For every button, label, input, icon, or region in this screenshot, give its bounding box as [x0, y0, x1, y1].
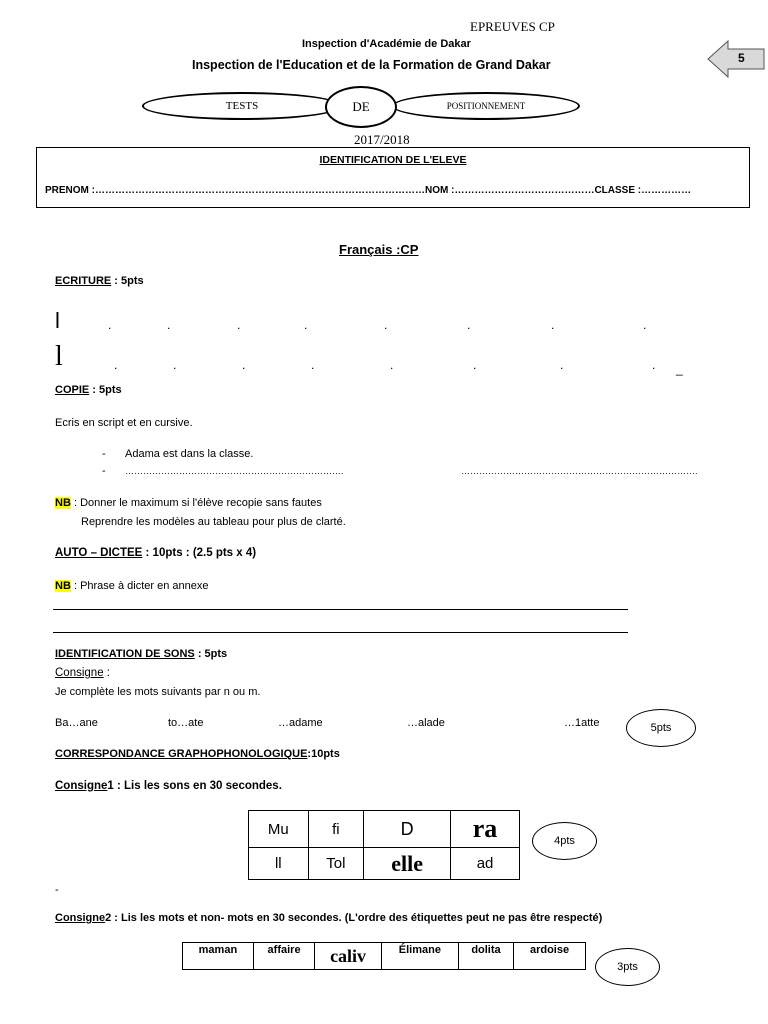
identification-title: IDENTIFICATION DE L'ELEVE: [319, 154, 467, 166]
correspondance-heading: [55, 748, 340, 760]
page-number: 5: [738, 51, 745, 65]
nb-text-1: : Donner le maximum si l'élève recopie sans fautes: [73, 497, 322, 509]
sons-label: IDENTIFICATION DE SONS: [55, 648, 195, 660]
nb-text-dictee: : Phrase à dicter en annexe: [73, 580, 209, 592]
sound-cell: ra: [451, 811, 520, 848]
sons-score: 5pts: [650, 722, 672, 734]
sons-word-4: …alade: [407, 717, 445, 729]
oval-positionnement-label: POSITIONNEMENT: [446, 101, 526, 111]
page-arrow-badge: [706, 38, 766, 80]
consigne1-num: 1: [107, 780, 114, 792]
sons-consigne: [55, 667, 110, 679]
auto-dictee-heading: [55, 547, 256, 559]
consigne1-heading: [55, 780, 282, 792]
nb-tag-1: NB: [55, 497, 71, 509]
sons-consigne-colon: :: [103, 667, 110, 679]
copie-label: COPIE: [55, 384, 90, 396]
auto-dictee-points: : 10pts : (2.5 pts x 4): [145, 547, 257, 559]
dictee-line-2: [53, 632, 628, 633]
sons-points: : 5pts: [197, 648, 228, 660]
sound-cell: D: [364, 811, 451, 848]
nb-note-2: [55, 580, 208, 592]
subject-title: Français :CP: [339, 242, 419, 257]
oval-de: [325, 86, 397, 128]
words-table: [182, 942, 586, 970]
sons-instruction: Je complète les mots suivants par n ou m.: [55, 686, 261, 698]
sons-word-2: to…ate: [168, 717, 204, 729]
copie-instruction: Ecris en script et en cursive.: [55, 417, 193, 429]
consigne1-score-oval: [532, 822, 597, 860]
consigne2-score-oval: [595, 948, 660, 986]
sons-word-1: Ba…ane: [55, 717, 98, 729]
consigne1-label: Consigne: [55, 780, 108, 792]
school-year: 2017/2018: [354, 132, 410, 147]
inspection-academie: Inspection d'Académie de Dakar: [302, 38, 471, 50]
letter-script: l: [55, 308, 60, 333]
identification-fields: PRENOM :………………………………………………………………………………………NOM :……………………………………CLASSE :……………: [45, 185, 692, 196]
sound-cell: fi: [308, 811, 363, 848]
sons-score-oval: [626, 709, 696, 747]
ecriture-label: ECRITURE: [55, 275, 112, 287]
dictee-line-1: [53, 609, 628, 610]
word-cell: maman: [183, 943, 254, 970]
consigne1-score: 4pts: [554, 835, 575, 847]
sound-cell: ll: [249, 848, 309, 880]
sons-heading: [55, 648, 227, 660]
consigne2-num: 2: [105, 912, 112, 924]
inspection-education: Inspection de l'Education et de la Formation de Grand Dakar: [192, 58, 551, 72]
ecriture-heading: [55, 275, 144, 287]
sons-word-3: …adame: [278, 717, 323, 729]
word-cell: Élimane: [381, 943, 458, 970]
copie-dash-2: -: [102, 465, 106, 477]
word-cell: dolita: [458, 943, 513, 970]
consigne2-label: Consigne: [55, 912, 106, 924]
copie-dash-1: -: [102, 448, 106, 460]
copie-points: : 5pts: [92, 384, 122, 396]
oval-de-label: DE: [352, 99, 370, 114]
copie-item-1: Adama est dans la classe.: [125, 448, 254, 460]
consigne2-heading: [55, 912, 602, 924]
copie-dots-right: …………………………………………………………………….: [461, 466, 698, 476]
copie-heading: [55, 384, 122, 396]
consigne1-text: : Lis les sons en 30 secondes.: [113, 780, 282, 792]
oval-tests-label: TESTS: [225, 100, 259, 112]
sounds-table: [248, 810, 520, 880]
word-cell: ardoise: [514, 943, 586, 970]
letter-cursive: l: [55, 341, 63, 372]
auto-dictee-label: AUTO – DICTEE: [55, 547, 143, 559]
epreuves-label: EPREUVES CP: [470, 19, 555, 34]
word-cell: affaire: [253, 943, 314, 970]
correspondance-points: :10pts: [307, 748, 340, 760]
sound-cell: ad: [451, 848, 520, 880]
sound-cell: Tol: [308, 848, 363, 880]
identification-box: [36, 147, 750, 208]
nb-text-2: Reprendre les modèles au tableau pour plus de clarté.: [81, 516, 346, 528]
oval-positionnement: [392, 92, 580, 120]
ecriture-points: : 5pts: [114, 275, 144, 287]
nb-note-1: [55, 497, 322, 509]
sound-cell: Mu: [249, 811, 309, 848]
stray-dash: -: [55, 884, 59, 896]
sound-cell: elle: [364, 848, 451, 880]
copie-dots-left: ……………………………………………………………….: [125, 466, 344, 476]
nb-tag-2: NB: [55, 580, 71, 592]
word-cell: caliv: [315, 943, 382, 970]
correspondance-label: CORRESPONDANCE GRAPHOPHONOLOGIQUE: [55, 748, 308, 760]
consigne2-score: 3pts: [617, 961, 638, 973]
oval-tests: [142, 92, 342, 120]
consigne2-text: : Lis les mots et non- mots en 30 secondes. (L'ordre des étiquettes peut ne pas être respecté): [111, 912, 603, 924]
sons-word-5: …1atte: [564, 717, 600, 729]
sons-consigne-label: Consigne: [55, 667, 104, 679]
